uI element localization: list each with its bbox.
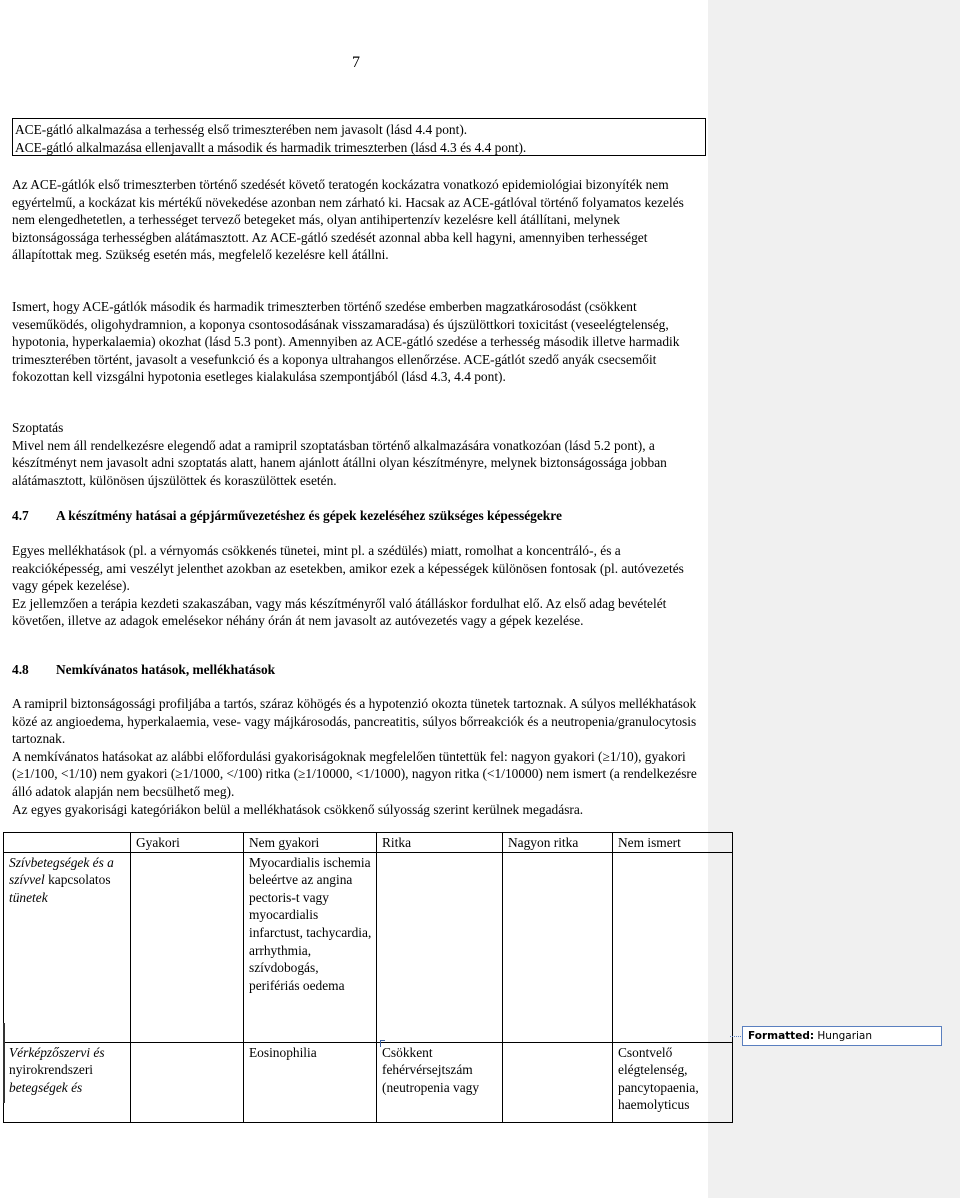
- table-cell: [613, 852, 733, 1042]
- table-cell: [503, 1042, 613, 1122]
- side-effects-table: [3, 832, 733, 1123]
- boxed-note: [12, 118, 706, 156]
- paragraph-side-effects: [12, 695, 702, 818]
- heading-4-7: [12, 507, 562, 525]
- paragraph-teratogen-risk: [12, 176, 702, 264]
- table-header-cell: [4, 833, 131, 853]
- paragraph-driving: [12, 542, 702, 630]
- heading-number: 4.7: [12, 508, 29, 523]
- paragraph-fetal-toxicity: [12, 298, 702, 386]
- page-number: 7: [352, 54, 360, 71]
- paragraph-text: A ramipril biztonságossági profiljába a tartós, száraz köhögés és a hypotenzió okozta tünetek tartoznak. A súlyos mellékhatások közé az angioedema, hyperkalaemia, vese- vagy májkárosodás, pancreatitis, súlyos bőrreakciók és a neutropenia/granulocytosis tartoznak.: [12, 696, 697, 747]
- table-row: [4, 852, 733, 1042]
- formatting-value: Hungarian: [817, 1030, 873, 1042]
- table-cell: Csontvelő elégtelenség, pancytopaenia, haemolyticus: [613, 1042, 733, 1122]
- table-cell: [503, 852, 613, 1042]
- formatting-label: Formatted:: [748, 1030, 815, 1042]
- paragraph-text: Az egyes gyakorisági kategóriákon belül a mellékhatások csökkenő súlyosság szerint kerülnek megadásra.: [12, 801, 584, 817]
- table-cell-category: [4, 852, 131, 1042]
- paragraph-text: Ismert, hogy ACE-gátlók második és harmadik trimeszterben történő szedése emberben magzatkárosodást (csökkent veseműködés, oligohydramnion, a koponya csontosodásának visszamaradása) és újszülöttkori toxicitást (veseelégtelenség, hypotonia, hyperkalaemia) okozhat (lásd 5.3 pont). Amennyiben az ACE-gátló szedése a terhesség második illetve harmadik trimeszterében történt, javasolt a vesefunkció és a koponya ultrahangos ellenőrzése. ACE-gátlót szedő anyák csecsemőit fokozottan kell vizsgálni hypotonia esetleges kialakulása szempontjából (lásd 4.3, 4.4 pont).: [12, 299, 680, 385]
- formatting-balloon[interactable]: [742, 1026, 942, 1046]
- heading-text: Nemkívánatos hatások, mellékhatások: [56, 662, 276, 677]
- table-cell: [131, 1042, 244, 1122]
- table-header-cell: Gyakori: [131, 833, 244, 853]
- category-text: Szívbetegségek és a szívvel: [9, 854, 114, 888]
- paragraph-text: Ez jellemzően a terápia kezdeti szakaszában, vagy más készítményről való átálláskor fordulhat elő. Az első adag bevételét követően, illetve az adagok emelésekor néhány órán át nem javasolt az autóvezetés vagy a gépek kezelése.: [12, 595, 667, 629]
- table-cell: Csökkent fehérvérsejtszám (neutropenia vagy: [377, 1042, 503, 1122]
- section-breastfeeding: [12, 419, 702, 489]
- table-header-cell: Ritka: [377, 833, 503, 853]
- category-text: Vérképzőszervi és: [9, 1044, 105, 1060]
- table-header-cell: Nem ismert: [613, 833, 733, 853]
- paragraph-text: Egyes mellékhatások (pl. a vérnyomás csökkenés tünetei, mint pl. a szédülés) miatt, romolhat a koncentráló-, és a reakcióképesség, ami veszélyt jelenthet azokban az esetekben, amikor ezek a képességek különösen fontosak (pl. autóvezetés vagy gépek kezelése).: [12, 543, 684, 594]
- table-cell: Eosinophilia: [244, 1042, 377, 1122]
- heading-text: A készítmény hatásai a gépjárművezetéshez és gépek kezeléséhez szükséges képességekre: [56, 508, 562, 523]
- category-text: tünetek: [9, 889, 48, 905]
- table-row: [4, 1042, 733, 1122]
- table-header-cell: Nem gyakori: [244, 833, 377, 853]
- table-cell-category: [4, 1042, 131, 1122]
- table-cell: [377, 852, 503, 1042]
- category-text: betegségek és: [9, 1079, 83, 1095]
- table-cell: Myocardialis ischemia beleértve az angina pectoris-t vagy myocardialis infarctust, tachycardia, arrhythmia, szívdobogás, perifériás oedema: [244, 852, 377, 1042]
- comment-margin-pane: [708, 0, 960, 1198]
- category-text: nyirokrendszeri: [9, 1062, 94, 1078]
- heading-4-8: [12, 661, 275, 679]
- paragraph-text: Az ACE-gátlók első trimeszterben történő szedését követő teratogén kockázatra vonatkozó epidemiológiai bizonyíték nem egyértelmű, a kockázat kis mértékű növekedése azonban nem zárható ki. Hacsak az ACE-gátlóval történő folyamatos kezelés nem elengedhetetlen, a terhességet tervező betegeket más, olyan antihipertenzív kezelésre kell átállítani, melynek biztonságossága terhességben alátámasztott. Az ACE-gátló szedését azonnal abba kell hagyni, amennyiben terhességet állapítottak meg. Szükség esetén más, megfelelő kezelésre kell átállni.: [12, 177, 684, 263]
- heading-number: 4.8: [12, 662, 29, 677]
- table-cell: [131, 852, 244, 1042]
- paragraph-text: Mivel nem áll rendelkezésre elegendő adat a ramipril szoptatásban történő alkalmazására vonatkozóan (lásd 5.2 pont), a készítményt nem javasolt adni szoptatás alatt, hanem ajánlott átállni olyan készítményre, melynek biztonságossága jobban alátámasztott, különösen újszülöttek és koraszülöttek esetén.: [12, 437, 667, 488]
- table-header-row: [4, 833, 733, 853]
- change-bar: [3, 1023, 5, 1103]
- boxed-note-line-2: ACE-gátló alkalmazása ellenjavallt a második és harmadik trimeszterben (lásd 4.3 és 4.4 pont).: [15, 139, 527, 155]
- category-text: kapcsolatos: [48, 872, 111, 888]
- revision-mark-icon: [380, 1040, 385, 1047]
- paragraph-text: A nemkívánatos hatásokat az alábbi előfordulási gyakoriságoknak megfelelően tüntettük fel: nagyon gyakori (≥1/10), gyakori (≥1/100, <1/10) nem gyakori (≥1/1000, </100) ritka (≥1/10000, <1/1000), nagyon ritka (<1/10000) nem ismert (a rendelkezésre álló adatok alapján nem becsülhető meg).: [12, 748, 697, 799]
- boxed-note-line-1: ACE-gátló alkalmazása a terhesség első trimeszterében nem javasolt (lásd 4.4 pont).: [15, 122, 468, 137]
- table-header-cell: Nagyon ritka: [503, 833, 613, 853]
- section-title-breastfeeding: Szoptatás: [12, 420, 64, 435]
